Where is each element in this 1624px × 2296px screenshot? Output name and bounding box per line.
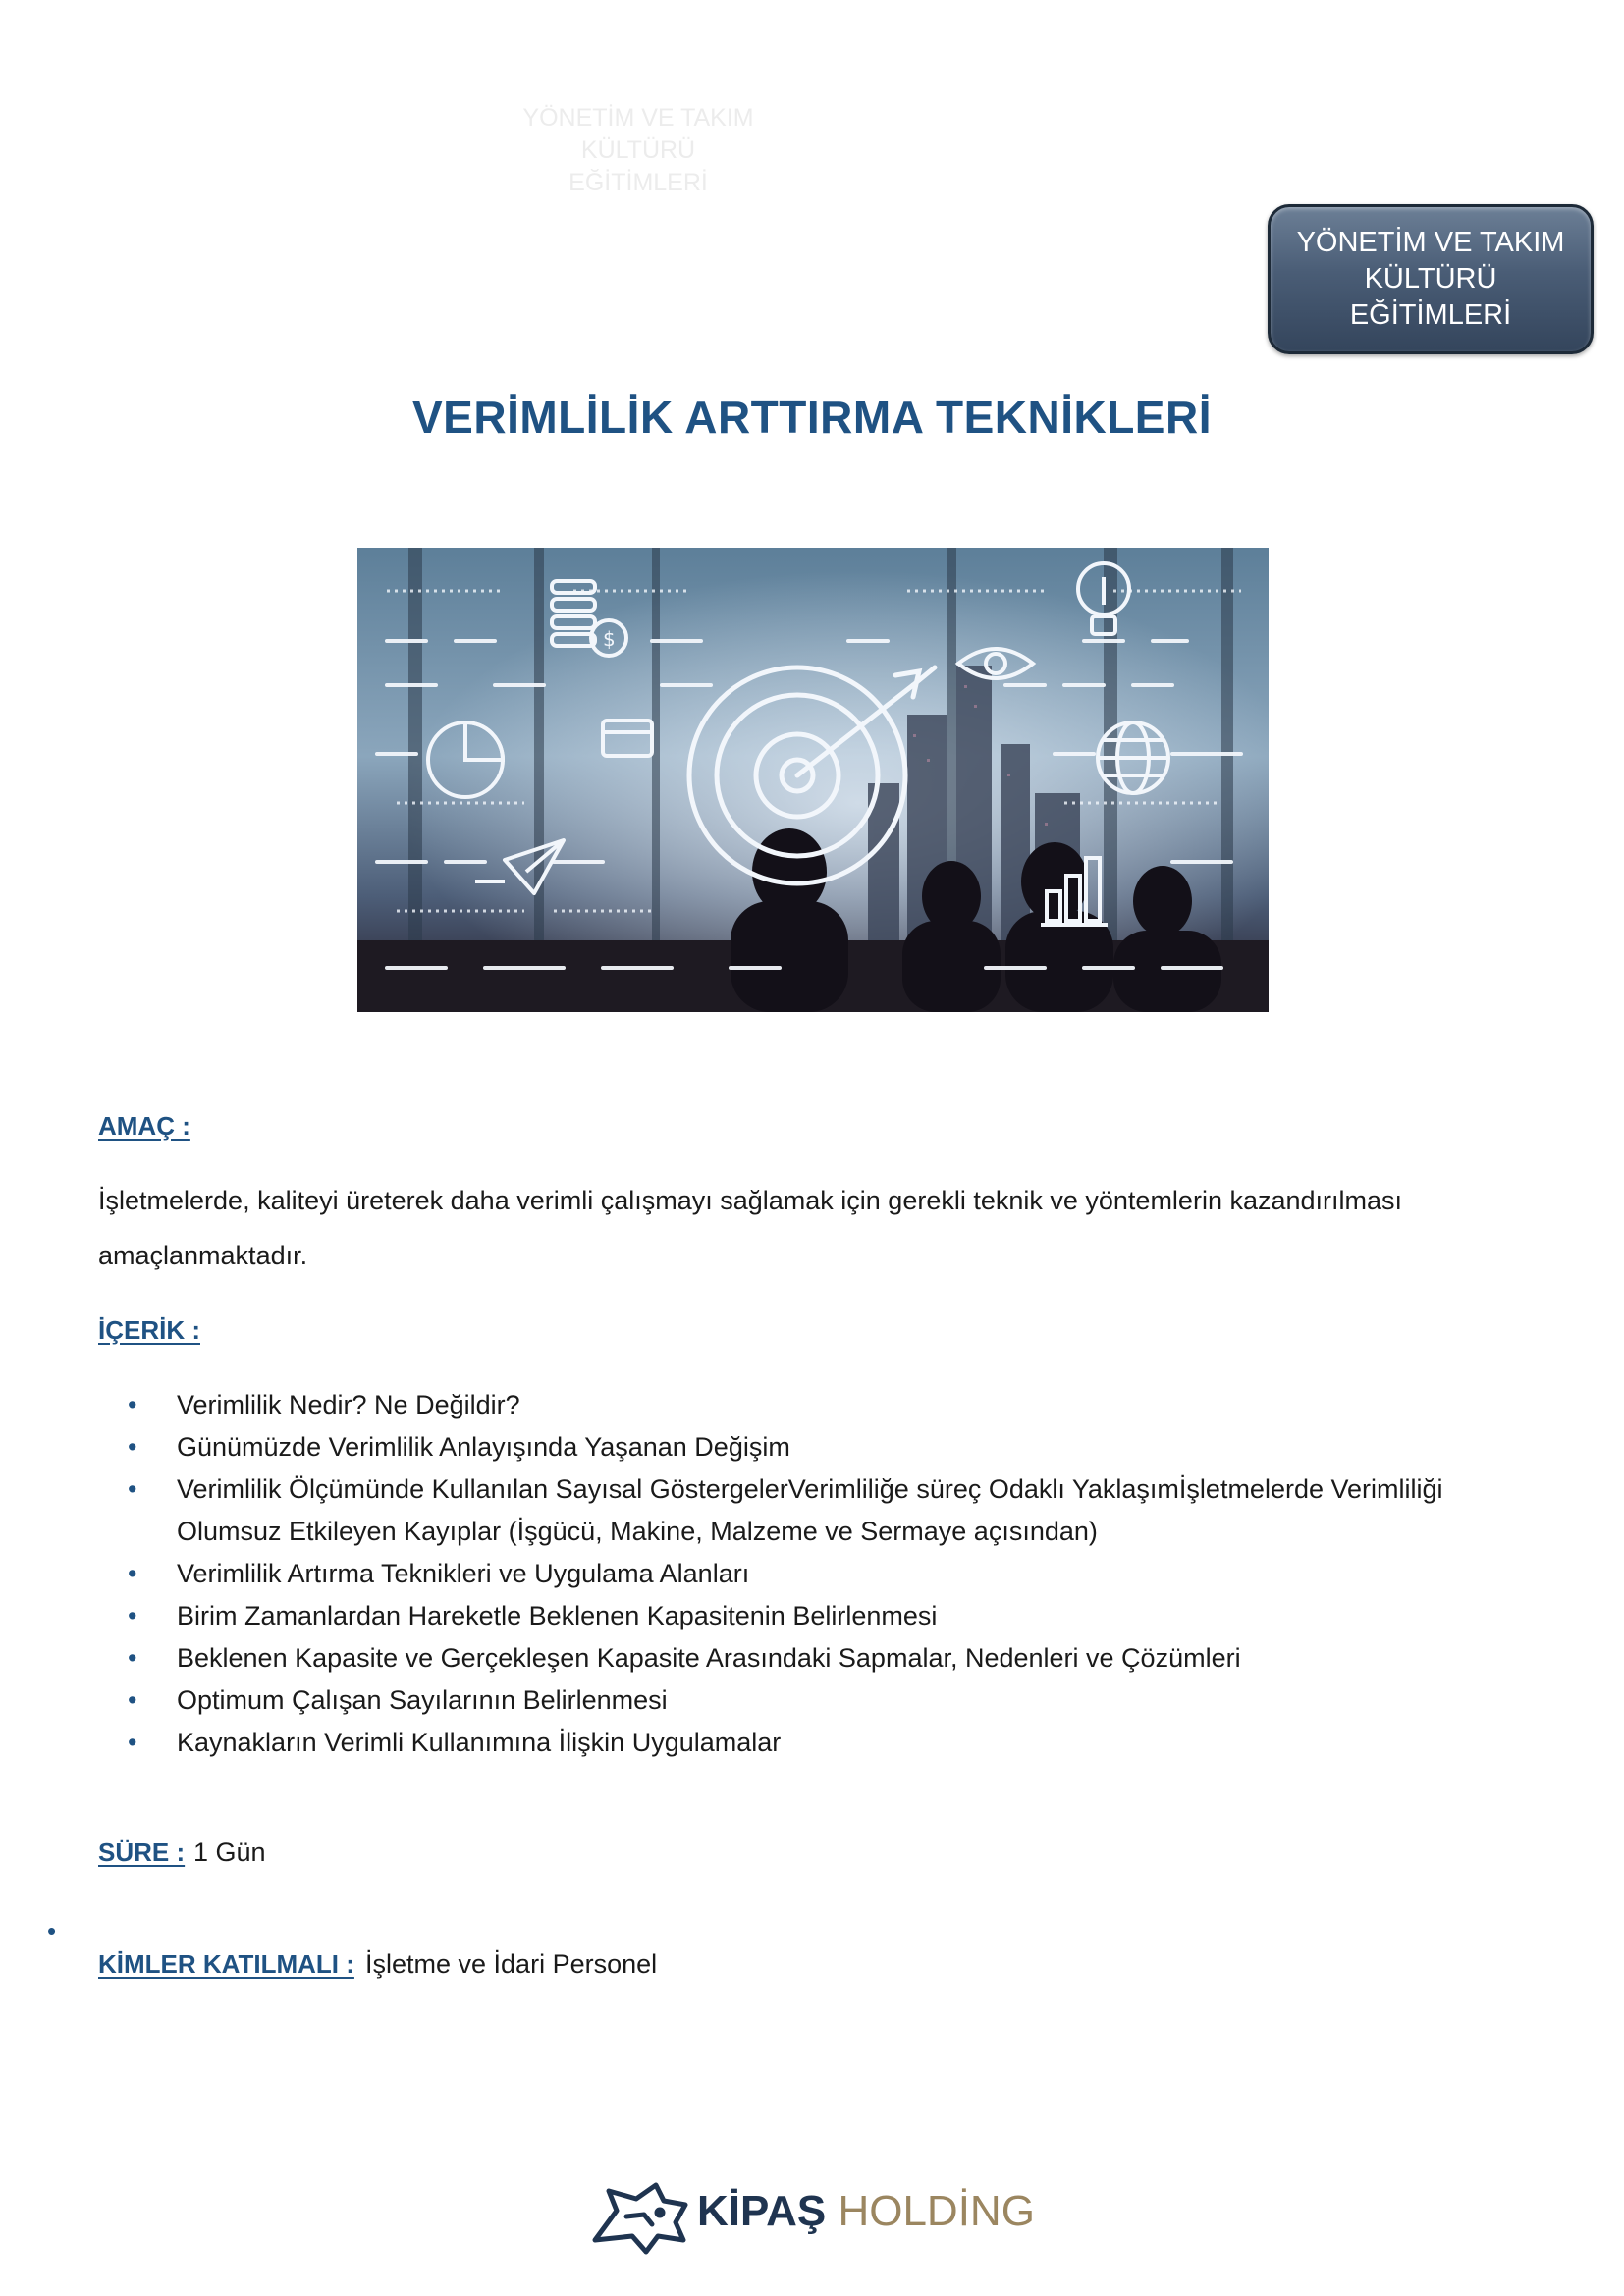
- list-item: • Verimlilik Nedir? Ne Değildir?: [128, 1384, 1522, 1426]
- footer-logo: [587, 2171, 1049, 2260]
- stray-bullet-icon: •: [47, 1916, 57, 1946]
- amac-label: AMAÇ :: [98, 1111, 190, 1141]
- bullet-icon: •: [128, 1474, 137, 1504]
- bullet-icon: •: [128, 1432, 137, 1462]
- sure-label: SÜRE :: [98, 1838, 186, 1867]
- watermark-text: [491, 102, 785, 199]
- watermark-line-1: YÖNETİM VE TAKIM: [522, 104, 754, 132]
- page-title: VERİMLİLİK ARTTIRMA TEKNİKLERİ: [412, 392, 1212, 443]
- bullet-icon: •: [128, 1601, 137, 1630]
- bullet-icon: •: [128, 1685, 137, 1715]
- lion-head-icon: [587, 2171, 695, 2260]
- watermark-line-3: EĞİTİMLERİ: [568, 169, 708, 196]
- list-item: • Günümüzde Verimlilik Anlayışında Yaşanan Değişim: [128, 1426, 1522, 1468]
- list-item: • Kaynakların Verimli Kullanımına İlişkin Uygulamalar: [128, 1722, 1522, 1764]
- bullet-icon: •: [128, 1643, 137, 1673]
- icerik-label: İÇERİK :: [98, 1315, 200, 1345]
- brand-light: HOLDİNG: [838, 2187, 1035, 2235]
- badge-line-1: YÖNETİM VE TAKIM: [1296, 227, 1565, 258]
- brand-name: [697, 2187, 1035, 2236]
- kimler-value: İşletme ve İdari Personel: [365, 1949, 658, 1979]
- list-item: • Beklenen Kapasite ve Gerçekleşen Kapasite Arasındaki Sapmalar, Nedenleri ve Çözümleri: [128, 1637, 1522, 1680]
- list-item: • Verimlilik Artırma Teknikleri ve Uygulama Alanları: [128, 1553, 1522, 1595]
- bullet-icon: •: [128, 1390, 137, 1419]
- list-item: • Birim Zamanlardan Hareketle Beklenen Kapasitenin Belirlenmesi: [128, 1595, 1522, 1637]
- watermark-line-2: KÜLTÜRÜ: [580, 136, 696, 164]
- badge-line-3: EĞİTİMLERİ: [1349, 299, 1512, 331]
- hero-image: [357, 548, 1269, 1012]
- bullet-icon: •: [128, 1728, 137, 1757]
- amac-text: İşletmelerde, kaliteyi üreterek daha verimli çalışmayı sağlamak için gerekli teknik ve yöntemlerin kazandırılması amaçlanmaktadır.: [98, 1186, 1403, 1270]
- list-item: • Optimum Çalışan Sayılarının Belirlenmesi: [128, 1680, 1522, 1722]
- list-item: • Verimlilik Ölçümünde Kullanılan Sayısal GöstergelerVerimliliğe süreç Odaklı Yaklaşımİşletmelerde Verimliliği Olumsuz Etkileyen Kayıplar (İşgücü, Makine, Malzeme ve Sermaye açısından): [128, 1468, 1522, 1553]
- brand-bold: KİPAŞ: [697, 2187, 827, 2235]
- badge-line-2: KÜLTÜRÜ: [1364, 263, 1497, 294]
- icerik-list: [128, 1384, 1522, 1764]
- kimler-label: KİMLER KATILMALI :: [98, 1949, 354, 1979]
- category-badge: [1268, 204, 1594, 354]
- bullet-icon: •: [128, 1559, 137, 1588]
- sure-value: 1 Gün: [193, 1838, 266, 1867]
- svg-text:$: $: [603, 627, 616, 651]
